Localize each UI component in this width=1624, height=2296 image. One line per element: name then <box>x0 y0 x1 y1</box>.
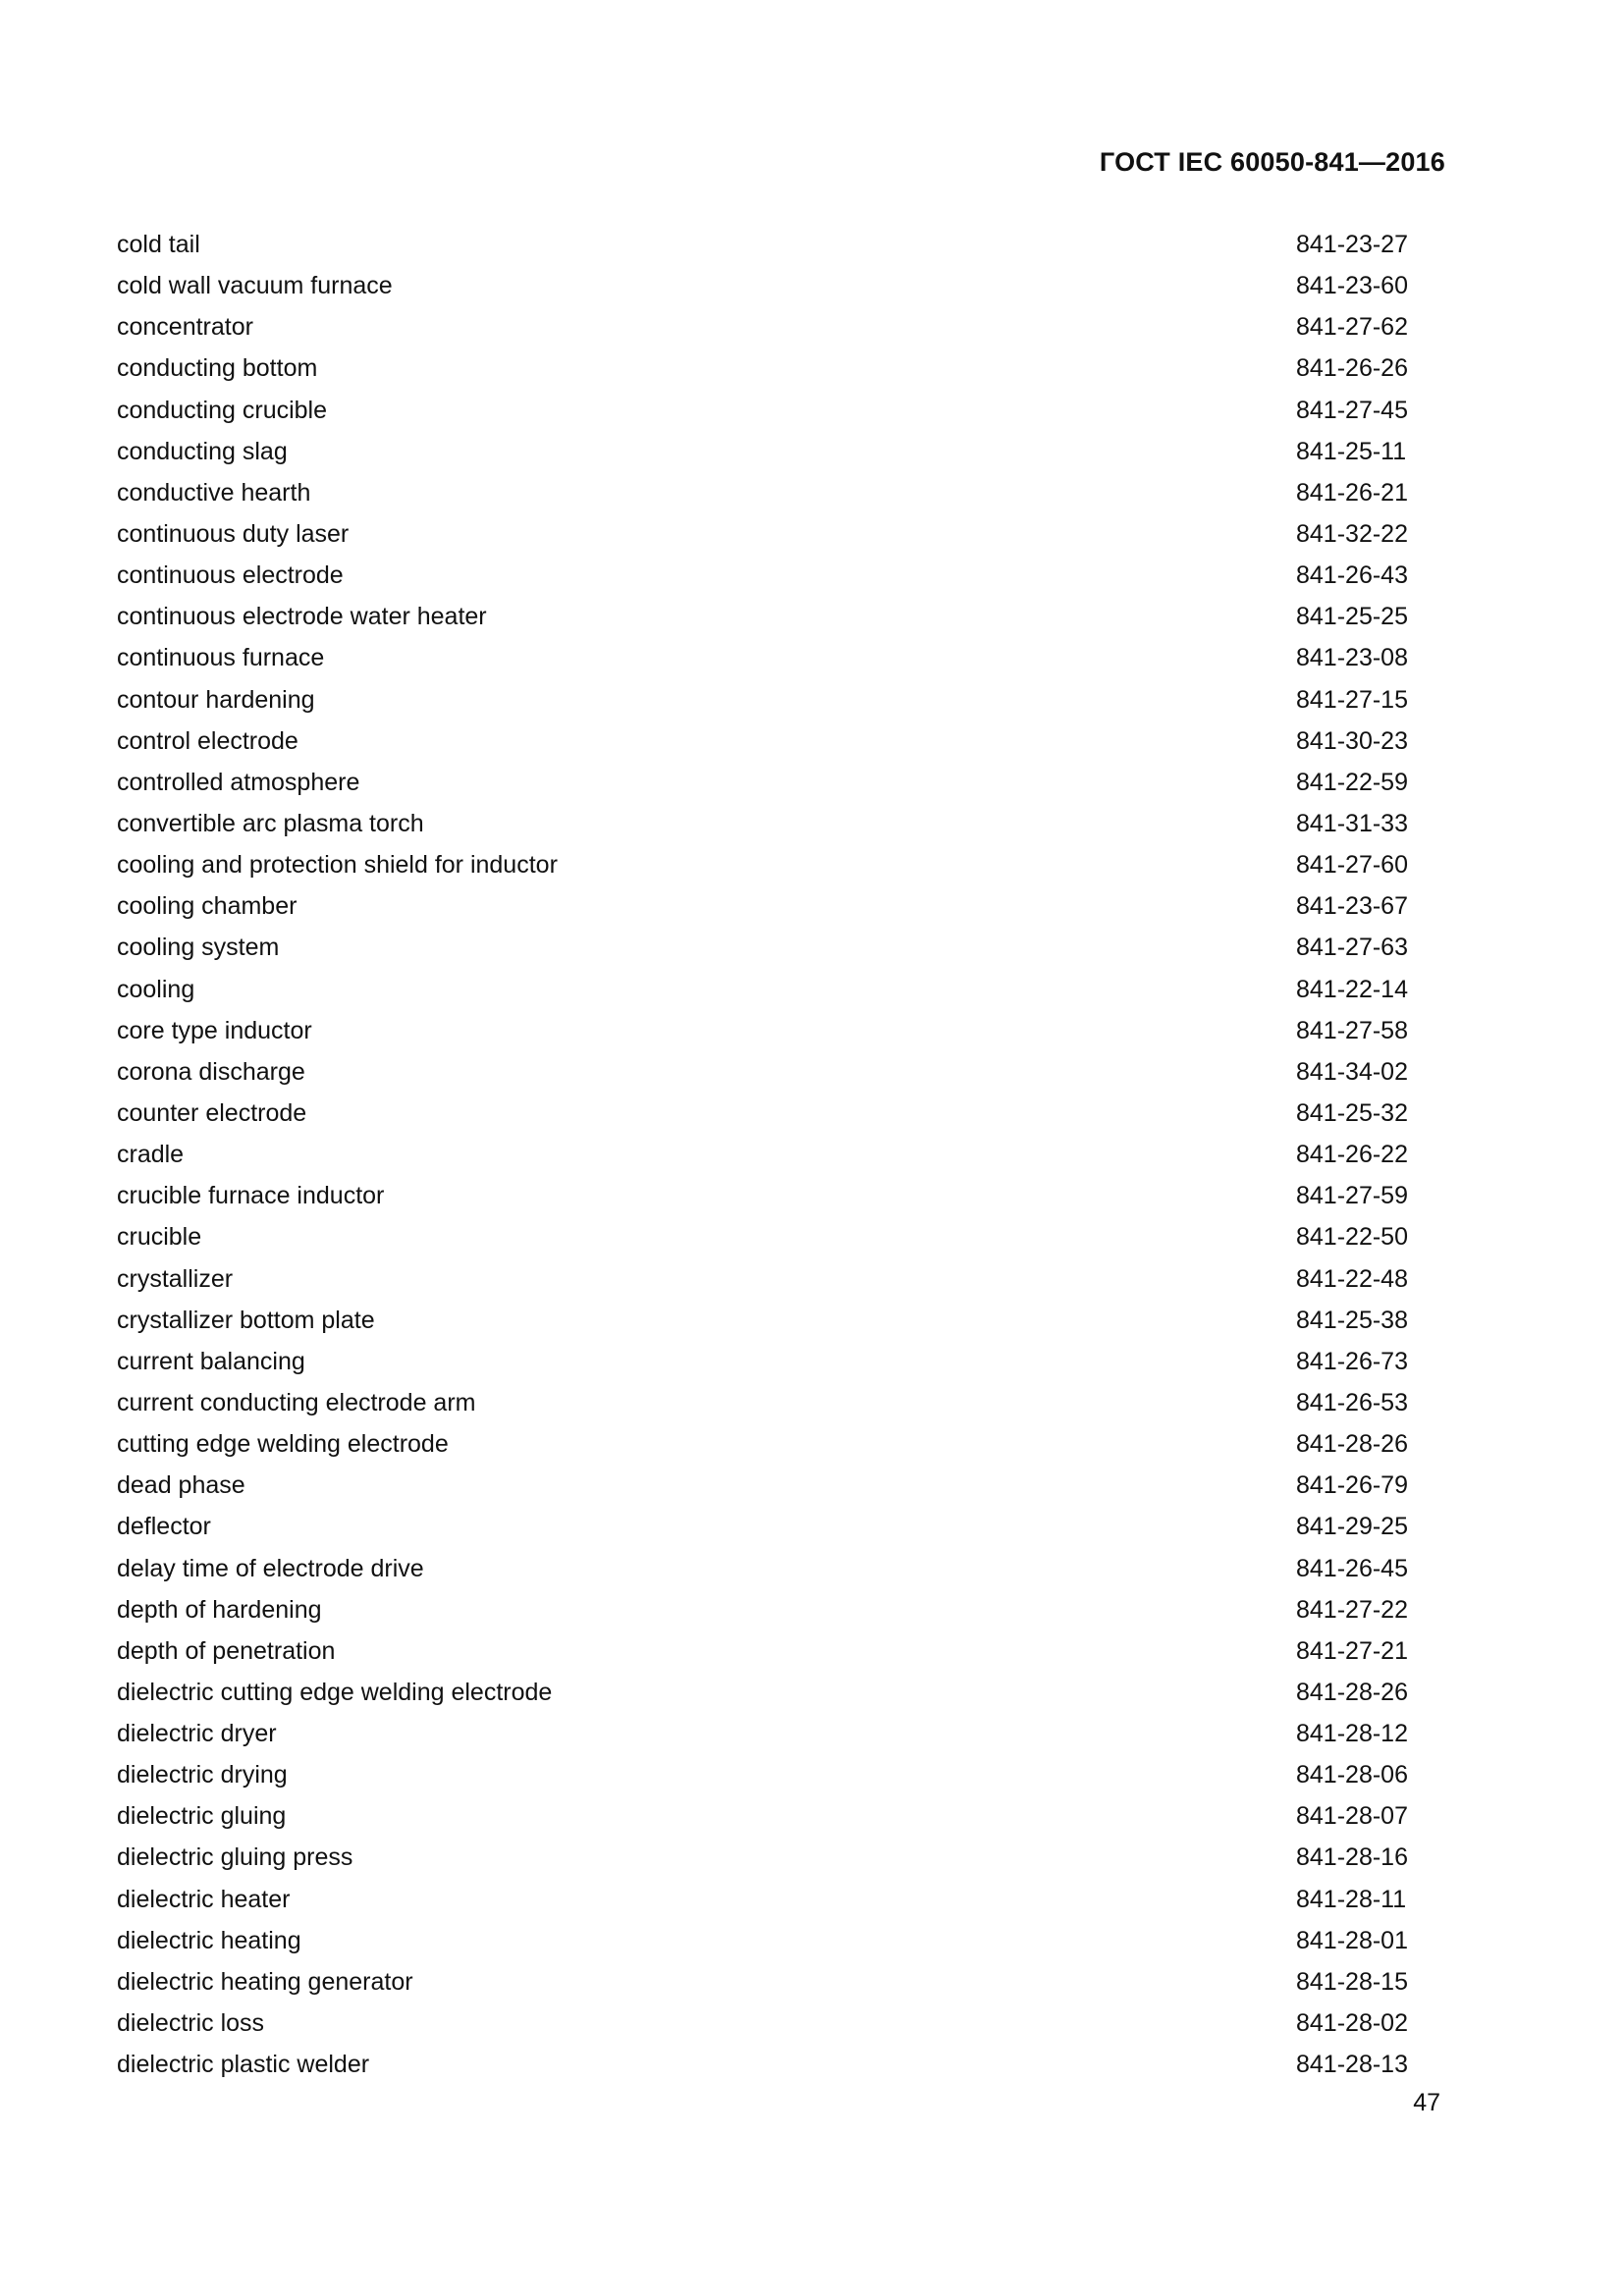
index-term: dielectric plastic welder <box>117 2051 370 2079</box>
index-reference-number: 841-25-38 <box>1296 1306 1408 1334</box>
index-entry <box>117 1216 1413 1257</box>
index-term: current conducting electrode arm <box>117 1388 476 1416</box>
index-term: continuous electrode water heater <box>117 603 487 631</box>
index-reference-number: 841-27-59 <box>1296 1182 1408 1210</box>
index-reference-number: 841-34-02 <box>1296 1057 1408 1086</box>
index-entry <box>117 1134 1413 1175</box>
index-entry <box>117 265 1413 306</box>
index-entry <box>117 1920 1413 1961</box>
index-entry <box>117 347 1413 389</box>
index-reference-number: 841-25-32 <box>1296 1098 1408 1127</box>
index-reference-number: 841-26-22 <box>1296 1141 1408 1169</box>
index-entry <box>117 1382 1413 1423</box>
document-header: ГОСТ IEC 60050-841—2016 <box>1099 147 1445 177</box>
index-term: corona discharge <box>117 1057 305 1086</box>
index-entry <box>117 596 1413 637</box>
index-term: concentrator <box>117 313 253 342</box>
index-entry <box>117 1961 1413 2002</box>
index-reference-number: 841-25-25 <box>1296 603 1408 631</box>
index-term: dielectric dryer <box>117 1720 277 1748</box>
index-term: cooling system <box>117 934 280 962</box>
index-term: crystallizer bottom plate <box>117 1306 375 1334</box>
index-entry <box>117 844 1413 885</box>
index-term: dielectric heating <box>117 1926 301 1954</box>
index-term: cold wall vacuum furnace <box>117 272 393 300</box>
index-entry <box>117 1672 1413 1713</box>
index-term: cradle <box>117 1141 185 1169</box>
index-term: conducting slag <box>117 437 288 465</box>
index-term: dielectric gluing <box>117 1802 287 1831</box>
index-reference-number: 841-26-26 <box>1296 354 1408 383</box>
index-entry <box>117 1754 1413 1795</box>
index-term: core type inductor <box>117 1016 312 1044</box>
index-reference-number: 841-30-23 <box>1296 726 1408 755</box>
index-entry <box>117 1548 1413 1589</box>
index-reference-number: 841-25-11 <box>1296 437 1407 465</box>
index-term: convertible arc plasma torch <box>117 809 424 837</box>
index-reference-number: 841-22-59 <box>1296 768 1408 796</box>
index-entry <box>117 306 1413 347</box>
index-reference-number: 841-27-60 <box>1296 851 1408 880</box>
index-reference-number: 841-22-50 <box>1296 1223 1408 1252</box>
term-index-list <box>117 224 1413 2085</box>
index-entry <box>117 555 1413 596</box>
index-entry <box>117 885 1413 927</box>
index-entry <box>117 679 1413 721</box>
index-term: current balancing <box>117 1347 305 1375</box>
index-reference-number: 841-23-27 <box>1296 231 1408 258</box>
index-entry <box>117 1341 1413 1382</box>
index-entry <box>117 472 1413 513</box>
index-reference-number: 841-27-21 <box>1296 1636 1408 1665</box>
index-term: dielectric drying <box>117 1761 288 1789</box>
index-reference-number: 841-26-79 <box>1296 1471 1408 1500</box>
index-term: crystallizer <box>117 1264 234 1293</box>
index-entry <box>117 803 1413 844</box>
index-entry <box>117 1175 1413 1216</box>
index-term: dielectric gluing press <box>117 1843 353 1872</box>
index-entry <box>117 927 1413 968</box>
index-term: dielectric cutting edge welding electrode <box>117 1678 553 1706</box>
index-term: continuous furnace <box>117 644 325 672</box>
index-entry <box>117 1837 1413 1878</box>
index-entry <box>117 1795 1413 1837</box>
index-term: control electrode <box>117 726 298 755</box>
index-term: conducting crucible <box>117 396 328 424</box>
index-reference-number: 841-27-45 <box>1296 396 1408 424</box>
index-term: dead phase <box>117 1471 245 1500</box>
index-reference-number: 841-23-60 <box>1296 272 1408 300</box>
index-entry <box>117 2044 1413 2085</box>
index-reference-number: 841-27-58 <box>1296 1016 1408 1044</box>
index-entry <box>117 637 1413 678</box>
index-term: contour hardening <box>117 685 315 714</box>
index-entry <box>117 1713 1413 1754</box>
index-reference-number: 841-28-26 <box>1296 1678 1408 1706</box>
index-term: cooling chamber <box>117 892 298 921</box>
index-term: depth of penetration <box>117 1636 336 1665</box>
index-reference-number: 841-28-01 <box>1296 1926 1408 1954</box>
index-entry <box>117 513 1413 555</box>
index-term: crucible furnace inductor <box>117 1182 385 1210</box>
index-entry <box>117 390 1413 431</box>
index-reference-number: 841-28-15 <box>1296 1967 1408 1996</box>
index-term: conductive hearth <box>117 478 311 507</box>
index-reference-number: 841-29-25 <box>1296 1513 1408 1541</box>
index-reference-number: 841-22-14 <box>1296 975 1408 1003</box>
index-reference-number: 841-27-62 <box>1296 313 1408 342</box>
index-reference-number: 841-23-08 <box>1296 644 1408 672</box>
index-term: conducting bottom <box>117 354 318 383</box>
index-term: cooling <box>117 975 195 1003</box>
index-term: dielectric loss <box>117 2009 265 2038</box>
index-reference-number: 841-22-48 <box>1296 1264 1408 1293</box>
index-reference-number: 841-27-63 <box>1296 934 1408 962</box>
index-term: dielectric heater <box>117 1885 291 1913</box>
index-entry <box>117 1589 1413 1630</box>
index-entry <box>117 1051 1413 1093</box>
index-entry <box>117 1300 1413 1341</box>
index-term: depth of hardening <box>117 1595 322 1624</box>
index-term: cooling and protection shield for inductor <box>117 851 558 880</box>
index-reference-number: 841-28-02 <box>1296 2009 1408 2038</box>
index-entry <box>117 224 1413 265</box>
index-reference-number: 841-28-16 <box>1296 1843 1408 1872</box>
index-reference-number: 841-28-06 <box>1296 1761 1408 1789</box>
index-reference-number: 841-28-26 <box>1296 1430 1408 1459</box>
index-reference-number: 841-32-22 <box>1296 519 1408 548</box>
index-term: continuous electrode <box>117 561 344 590</box>
index-entry <box>117 431 1413 472</box>
index-entry <box>117 762 1413 803</box>
page-number: 47 <box>1413 2089 1440 2116</box>
index-reference-number: 841-28-12 <box>1296 1720 1408 1748</box>
index-entry <box>117 1258 1413 1300</box>
index-reference-number: 841-28-13 <box>1296 2051 1408 2079</box>
index-entry <box>117 1423 1413 1465</box>
index-reference-number: 841-28-11 <box>1296 1885 1407 1913</box>
index-entry <box>117 1506 1413 1547</box>
index-reference-number: 841-27-15 <box>1296 685 1408 714</box>
index-entry <box>117 1879 1413 1920</box>
index-term: counter electrode <box>117 1098 307 1127</box>
index-entry <box>117 1630 1413 1672</box>
index-term: cold tail <box>117 231 200 258</box>
index-reference-number: 841-26-45 <box>1296 1554 1408 1582</box>
index-entry <box>117 1093 1413 1134</box>
index-entry <box>117 1010 1413 1051</box>
index-reference-number: 841-26-43 <box>1296 561 1408 590</box>
index-reference-number: 841-23-67 <box>1296 892 1408 921</box>
index-entry <box>117 2002 1413 2044</box>
index-term: continuous duty laser <box>117 519 350 548</box>
index-reference-number: 841-31-33 <box>1296 809 1408 837</box>
index-entry <box>117 721 1413 762</box>
index-term: controlled atmosphere <box>117 768 360 796</box>
index-term: cutting edge welding electrode <box>117 1430 449 1459</box>
index-term: dielectric heating generator <box>117 1967 413 1996</box>
index-reference-number: 841-28-07 <box>1296 1802 1408 1831</box>
index-reference-number: 841-27-22 <box>1296 1595 1408 1624</box>
index-reference-number: 841-26-21 <box>1296 478 1408 507</box>
index-entry <box>117 1465 1413 1506</box>
index-reference-number: 841-26-53 <box>1296 1388 1408 1416</box>
index-term: crucible <box>117 1223 202 1252</box>
index-entry <box>117 969 1413 1010</box>
index-reference-number: 841-26-73 <box>1296 1347 1408 1375</box>
index-term: delay time of electrode drive <box>117 1554 424 1582</box>
index-term: deflector <box>117 1513 211 1541</box>
